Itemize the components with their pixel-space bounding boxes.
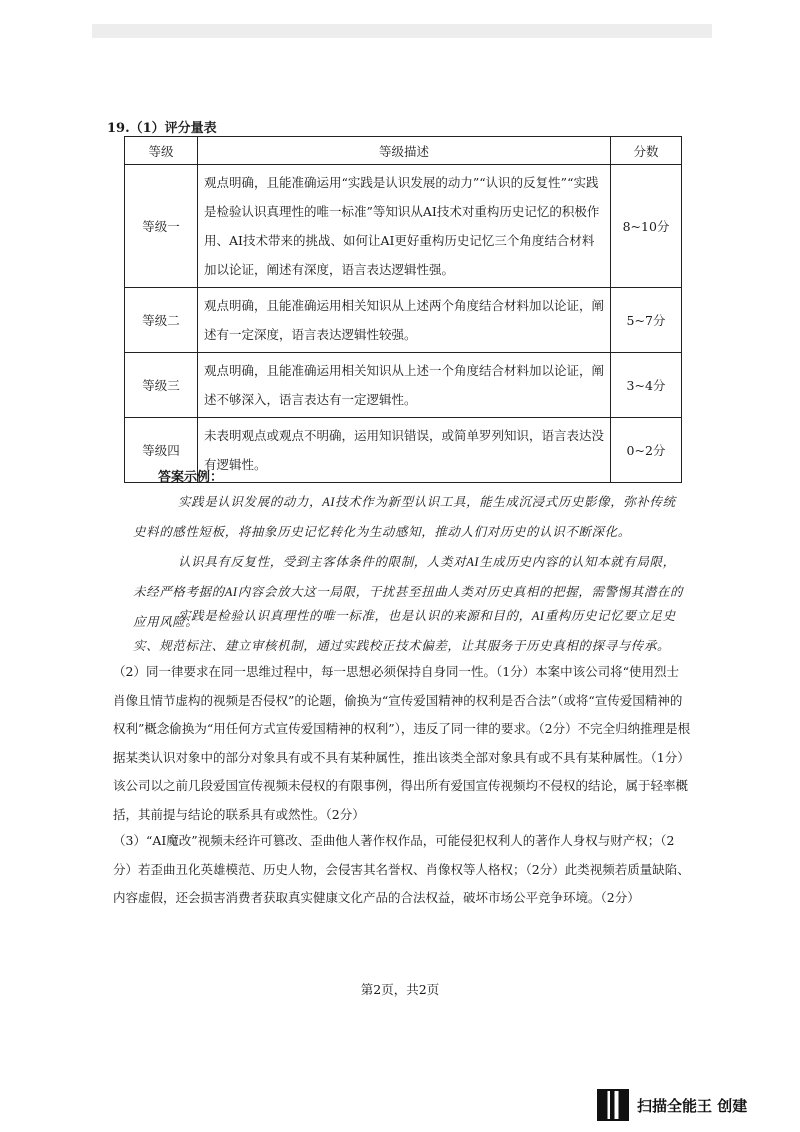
table-row [125,353,682,418]
header-level: 等级 [125,137,198,165]
header-description: 等级描述 [198,137,611,165]
row-score: 8~10分 [611,165,682,288]
scan-top-strip [92,24,712,38]
qr-code-icon [597,1089,629,1121]
row-level: 等级二 [125,288,198,353]
answer-example-title: 答案示例： [158,470,224,485]
row-score: 3~4分 [611,353,682,418]
row-description: 未表明观点或观点不明确，运用知识错误，或简单罗列知识，语言表达没有逻辑性。 [198,418,611,483]
question-heading: 19.（1）评分量表 [107,121,217,136]
table-row [125,165,682,288]
rubric-table [124,136,682,483]
table-row [125,288,682,353]
answer-paragraph [133,487,685,547]
rubric-header-row [125,137,682,165]
row-level: 等级一 [125,165,198,288]
answer-paragraph-text: 实践是检验认识真理性的唯一标准，也是认识的来源和目的，AI重构历史记忆要立足史实、规范标注、建立审核机制，通过实践校正技术偏差，让其服务于历史真相的探寻与传承。 [133,609,676,653]
scanner-watermark-text: 扫描全能王 创建 [637,1096,748,1115]
row-description: 观点明确，且能准确运用相关知识从上述一个角度结合材料加以论证，阐述不够深入，语言表达有一定逻辑性。 [198,353,611,418]
scanner-watermark [597,1088,747,1122]
section-2-answer: （2）同一律要求在同一思维过程中，每一思想必须保持自身同一性。（1分）本案中该公司将“使用烈士肖像且情节虚构的视频是否侵权”的论题，偷换为“宣传爱国精神的权利是否合法”（或将“宣传爱国精神的权利”概念偷换为“用任何方式宣传爱国精神的权利”），违反了同一律的要求。（2分）不完全归纳推理是根据某类认识对象中的部分对象具有或不具有某种属性，推出该类全部对象具有或不具有某种属性。（1分）该公司以之前几段爱国宣传视频未侵权的有限事例，得出所有爱国宣传视频均不侵权的结论，属于轻率概括，其前提与结论的联系具有或然性。（2分） [113,664,691,822]
answer-paragraph-text: 认识具有反复性，受到主客体条件的限制，人类对AI生成历史内容的认知本就有局限，未经严格考据的AI内容会放大这一局限，干扰甚至扭曲人类对历史真相的把握，需警惕其潜在的应用风险。 [133,555,684,629]
row-description: 观点明确，且能准确运用相关知识从上述两个角度结合材料加以论证，阐述有一定深度，语言表达逻辑性较强。 [198,288,611,353]
row-score: 0~2分 [611,418,682,483]
answer-paragraph-text: 实践是认识发展的动力，AI技术作为新型认识工具，能生成沉浸式历史影像，弥补传统史料的感性短板，将抽象历史记忆转化为生动感知，推动人们对历史的认识不断深化。 [133,495,676,539]
section-3-answer: （3）“AI魔改”视频未经许可篡改、歪曲他人著作权作品，可能侵犯权利人的著作人身权与财产权；（2分）若歪曲丑化英雄模范、历史人物，会侵害其名誉权、肖像权等人格权；（2分）此类视频若质量缺陷、内容虚假，还会损害消费者获取真实健康文化产品的合法权益，破坏市场公平竞争环境。（2分） [113,833,690,905]
row-level: 等级三 [125,353,198,418]
row-score: 5~7分 [611,288,682,353]
answer-paragraph [133,601,685,661]
row-level: 等级四 [125,418,198,483]
row-description: 观点明确，且能准确运用“实践是认识发展的动力”“认识的反复性”“实践是检验认识真理性的唯一标准”等知识从AI技术对重构历史记忆的积极作用、AI技术带来的挑战、如何让AI更好重构历史记忆三个角度结合材料加以论证，阐述有深度，语言表达逻辑性强。 [198,165,611,288]
page-number: 第2页，共2页 [360,982,440,997]
header-score: 分数 [611,137,682,165]
